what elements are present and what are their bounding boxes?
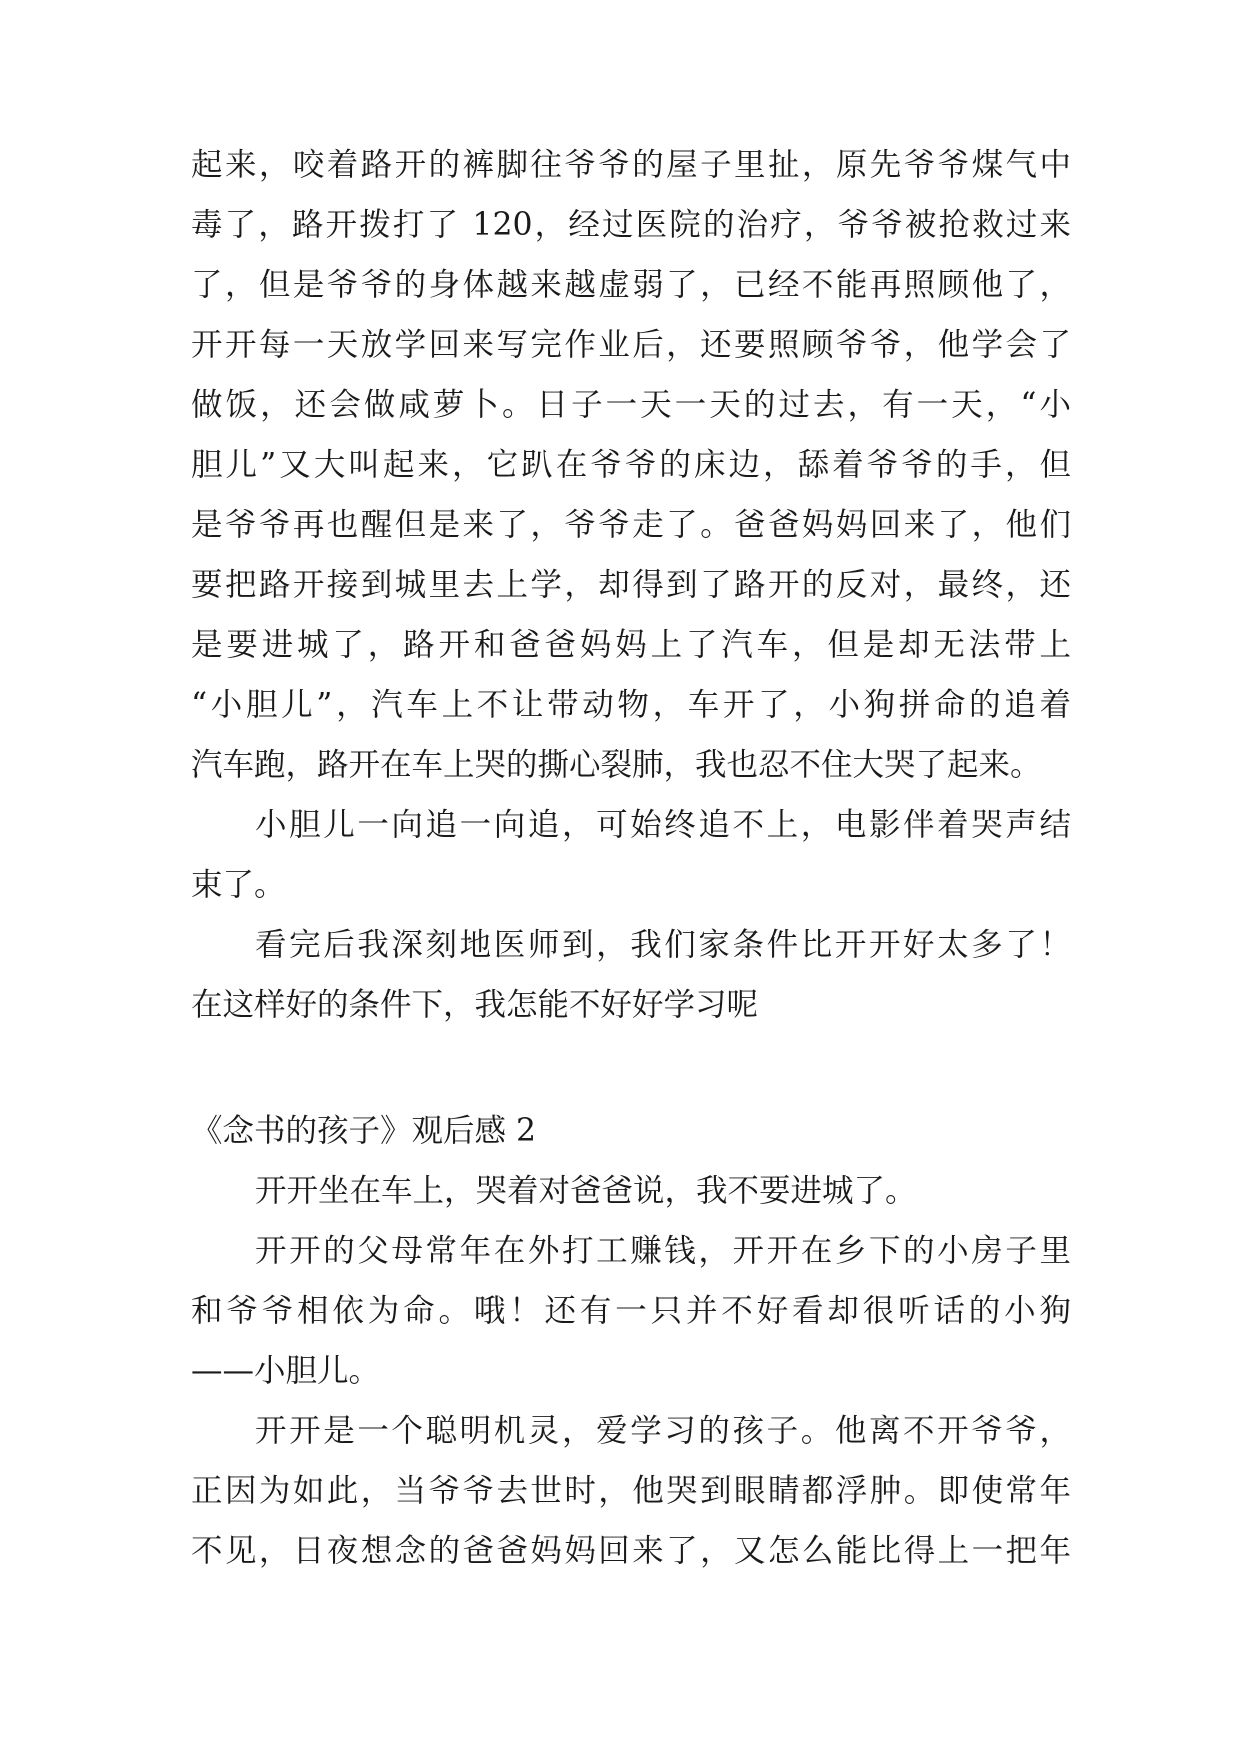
text-line: 在这样好的条件下，我怎能不好好学习呢 xyxy=(191,987,759,1023)
text-line: 开开每一天放学回来写完作业后，还要照顾爷爷，他学会了 xyxy=(191,327,1071,363)
text-line: 是要进城了，路开和爸爸妈妈上了汽车，但是却无法带上 xyxy=(191,627,1071,663)
text-line: 汽车跑，路开在车上哭的撕心裂肺，我也忍不住大哭了起来。 xyxy=(191,747,1042,783)
text-line: 开开是一个聪明机灵，爱学习的孩子。他离不开爷爷， xyxy=(255,1413,1071,1449)
text-line: 看完后我深刻地医师到，我们家条件比开开好太多了！ xyxy=(255,927,1071,963)
text-line: 开开坐在车上，哭着对爸爸说，我不要进城了。 xyxy=(255,1173,917,1209)
text-line: 束了。 xyxy=(191,867,286,903)
text-line: “小胆儿”，汽车上不让带动物，车开了，小狗拼命的追着 xyxy=(191,687,1071,723)
text-line: 毒了，路开拨打了 120，经过医院的治疗，爷爷被抢救过来 xyxy=(191,207,1071,243)
text-line: ——小胆儿。 xyxy=(191,1353,381,1389)
text-line: 是爷爷再也醒但是来了，爷爷走了。爸爸妈妈回来了，他们 xyxy=(191,507,1071,543)
section-title: 《念书的孩子》观后感 2 xyxy=(191,1113,537,1149)
text-line: 做饭，还会做咸萝卜。日子一天一天的过去，有一天，“小 xyxy=(191,387,1071,423)
text-line: 胆儿”又大叫起来，它趴在爷爷的床边，舔着爷爷的手，但 xyxy=(191,447,1071,483)
text-line: 不见，日夜想念的爸爸妈妈回来了，又怎么能比得上一把年 xyxy=(191,1533,1071,1569)
text-line: 了，但是爷爷的身体越来越虚弱了，已经不能再照顾他了， xyxy=(191,267,1071,303)
text-line: 起来，咬着路开的裤脚往爷爷的屋子里扯，原先爷爷煤气中 xyxy=(191,147,1071,183)
text-line: 和爷爷相依为命。哦！还有一只并不好看却很听话的小狗 xyxy=(191,1293,1071,1329)
text-line: 正因为如此，当爷爷去世时，他哭到眼睛都浮肿。即使常年 xyxy=(191,1473,1071,1509)
text-line: 要把路开接到城里去上学，却得到了路开的反对，最终，还 xyxy=(191,567,1071,603)
text-line: 开开的父母常年在外打工赚钱，开开在乡下的小房子里 xyxy=(255,1233,1071,1269)
text-line: 小胆儿一向追一向追，可始终追不上，电影伴着哭声结 xyxy=(255,807,1071,843)
